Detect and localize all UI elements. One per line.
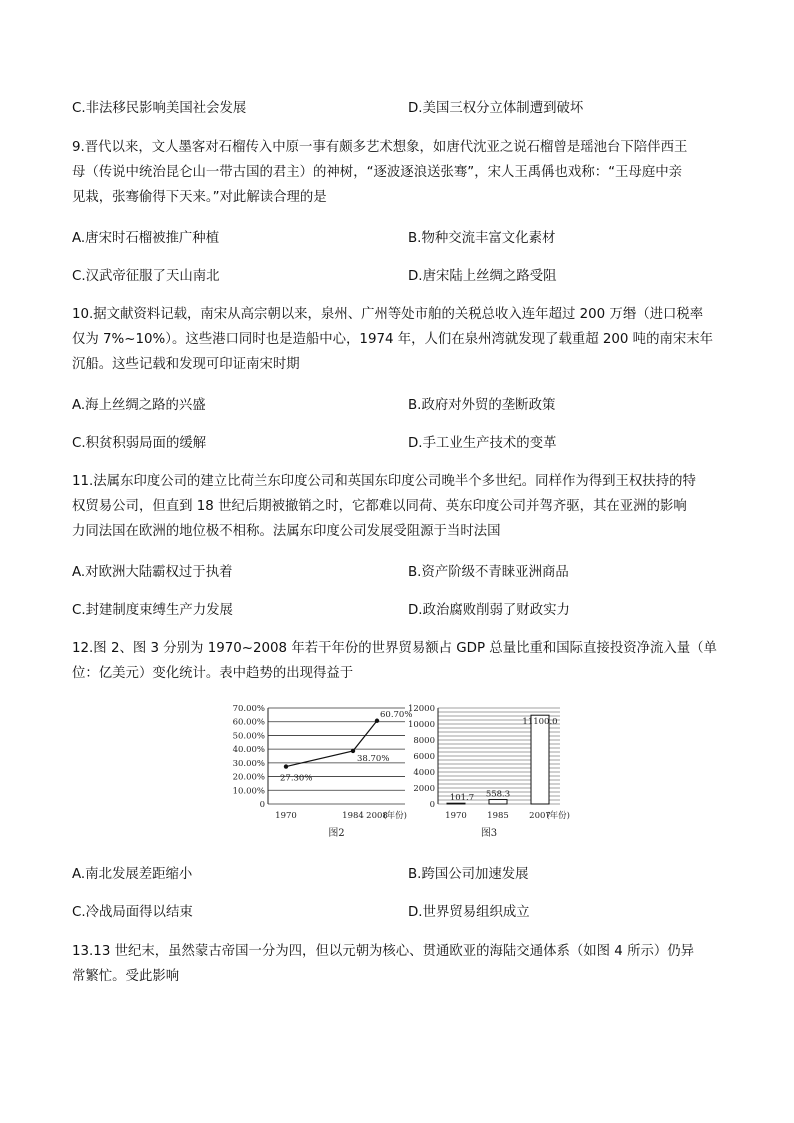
q12-stem-line-1: 12.图 2、图 3 分别为 1970~2008 年若干年份的世界贸易额占 GDP 总量比重和国际直接投资净流入量（单 (72, 641, 717, 656)
q11-option-a: A.对欧洲大陆霸权过于执着 (72, 565, 233, 580)
chart3-xtick-label: 1970 (445, 811, 467, 821)
q9-stem-line-1: 9.晋代以来，文人墨客对石榴传入中原一事有颇多艺术想象，如唐代沈亚之说石榴曾是瑶池台下陪伴西王 (72, 140, 688, 155)
q11-stem-line-2: 权贸易公司，但直到 18 世纪后期被撤销之时，它都难以同荷、英东印度公司并驾齐驱，其在亚洲的影响 (72, 499, 687, 514)
chart3-data-label: 101.7 (449, 793, 475, 804)
chart2-x-axis-label: (年份) (383, 811, 407, 821)
chart2-ytick-label: 60.00% (232, 717, 265, 728)
chart3-bar (531, 715, 549, 804)
chart2-ytick-label: 40.00% (232, 745, 265, 756)
chart2-ytick-label: 70.00% (232, 704, 265, 714)
chart3-bar (447, 803, 465, 804)
q13-stem-line-2: 常繁忙。受此影响 (72, 969, 180, 984)
q12-option-d: D.世界贸易组织成立 (408, 905, 530, 920)
q9-option-b: B.物种交流丰富文化素材 (408, 231, 556, 246)
q13-stem-line-1: 13.13 世纪末，虽然蒙古帝国一分为四，但以元朝为核心、贯通欧亚的海陆交通体系（如图 4 所示）仍异 (72, 944, 695, 959)
q12-stem-line-2: 位：亿美元）变化统计。表中趋势的出现得益于 (72, 666, 354, 681)
q9-stem-line-3: 见栽，张骞偷得下天来。”对此解读合理的是 (72, 190, 327, 205)
q11-option-c: C.封建制度束缚生产力发展 (72, 603, 233, 618)
chart2-xtick-label: 2008 (366, 811, 388, 821)
q12-option-a: A.南北发展差距缩小 (72, 867, 193, 882)
chart2-ytick-label: 10.00% (232, 786, 265, 797)
chart2-xtick-label: 1970 (275, 811, 297, 821)
q12-option-c: C.冷战局面得以结束 (72, 905, 193, 920)
chart3-xtick-label: 1985 (487, 811, 509, 821)
figure-2-and-3-charts (230, 700, 570, 840)
q9-option-d: D.唐宋陆上丝绸之路受阻 (408, 269, 557, 284)
chart2-data-label: 60.70% (380, 709, 413, 720)
q10-option-c: C.积贫积弱局面的缓解 (72, 436, 207, 451)
chart2-point (284, 764, 288, 768)
chart2-ytick-label: 0 (259, 800, 265, 810)
chart2-ytick-label: 50.00% (232, 731, 265, 742)
chart3-xtick-label: 2007 (529, 811, 551, 821)
q11-stem-line-1: 11.法属东印度公司的建立比荷兰东印度公司和英国东印度公司晚半个多世纪。同样作为得到王权扶持的特 (72, 474, 696, 489)
chart2-point (375, 719, 379, 723)
chart3-ytick-label: 0 (429, 800, 435, 810)
chart3-ytick-label: 10000 (407, 720, 435, 730)
q11-stem-line-3: 力同法国在欧洲的地位极不相称。法属东印度公司发展受阻源于当时法国 (72, 524, 501, 539)
q10-option-a: A.海上丝绸之路的兴盛 (72, 398, 206, 413)
q11-option-b: B.资产阶级不青睐亚洲商品 (408, 565, 569, 580)
q12-figures (230, 700, 570, 844)
chart3-ytick-label: 8000 (413, 736, 435, 746)
chart2-data-label: 38.70% (357, 753, 390, 764)
chart3-data-label: 558.3 (485, 789, 511, 800)
q10-stem-line-1: 10.据文献资料记载，南宋从高宗朝以来，泉州、广州等处市舶的关税总收入连年超过 200 万缗（进口税率 (72, 307, 704, 322)
chart3-ytick-label: 12000 (407, 704, 435, 714)
q10-stem-line-2: 仅为 7%~10%）。这些港口同时也是造船中心，1974 年，人们在泉州湾就发现了载重超 200 吨的南宋末年 (72, 332, 714, 347)
q10-option-b: B.政府对外贸的垄断政策 (408, 398, 556, 413)
chart3-x-axis-label: (年份) (546, 811, 570, 821)
chart2-data-label: 27.30% (280, 773, 313, 784)
chart3-data-label: 11100.0 (522, 717, 558, 728)
chart3-ytick-label: 4000 (413, 768, 435, 778)
q12-option-b: B.跨国公司加速发展 (408, 867, 529, 882)
q9-option-c: C.汉武帝征服了天山南北 (72, 269, 220, 284)
q9-stem-line-2: 母（传说中统治昆仑山一带古国的君主）的神树，“逐波逐浪送张骞”，宋人王禹偁也戏称：“王母庭中亲 (72, 165, 682, 180)
chart2-title: 图2 (328, 828, 345, 839)
q8-option-c: C.非法移民影响美国社会发展 (72, 101, 247, 116)
chart2-point (351, 749, 355, 753)
q11-option-d: D.政治腐败削弱了财政实力 (408, 603, 570, 618)
q9-option-a: A.唐宋时石榴被推广种植 (72, 231, 220, 246)
chart3-ytick-label: 6000 (413, 752, 435, 762)
q10-option-d: D.手工业生产技术的变革 (408, 436, 557, 451)
chart3-title: 图3 (480, 828, 498, 839)
chart2-xtick-label: 1984 (342, 811, 364, 821)
chart2-ytick-label: 20.00% (232, 772, 265, 783)
chart2-ytick-label: 30.00% (232, 758, 265, 769)
q10-stem-line-3: 沉船。这些记载和发现可印证南宋时期 (72, 357, 300, 372)
chart3-ytick-label: 2000 (413, 784, 435, 794)
q8-option-d: D.美国三权分立体制遭到破坏 (408, 101, 584, 116)
chart3-bar (489, 800, 507, 804)
